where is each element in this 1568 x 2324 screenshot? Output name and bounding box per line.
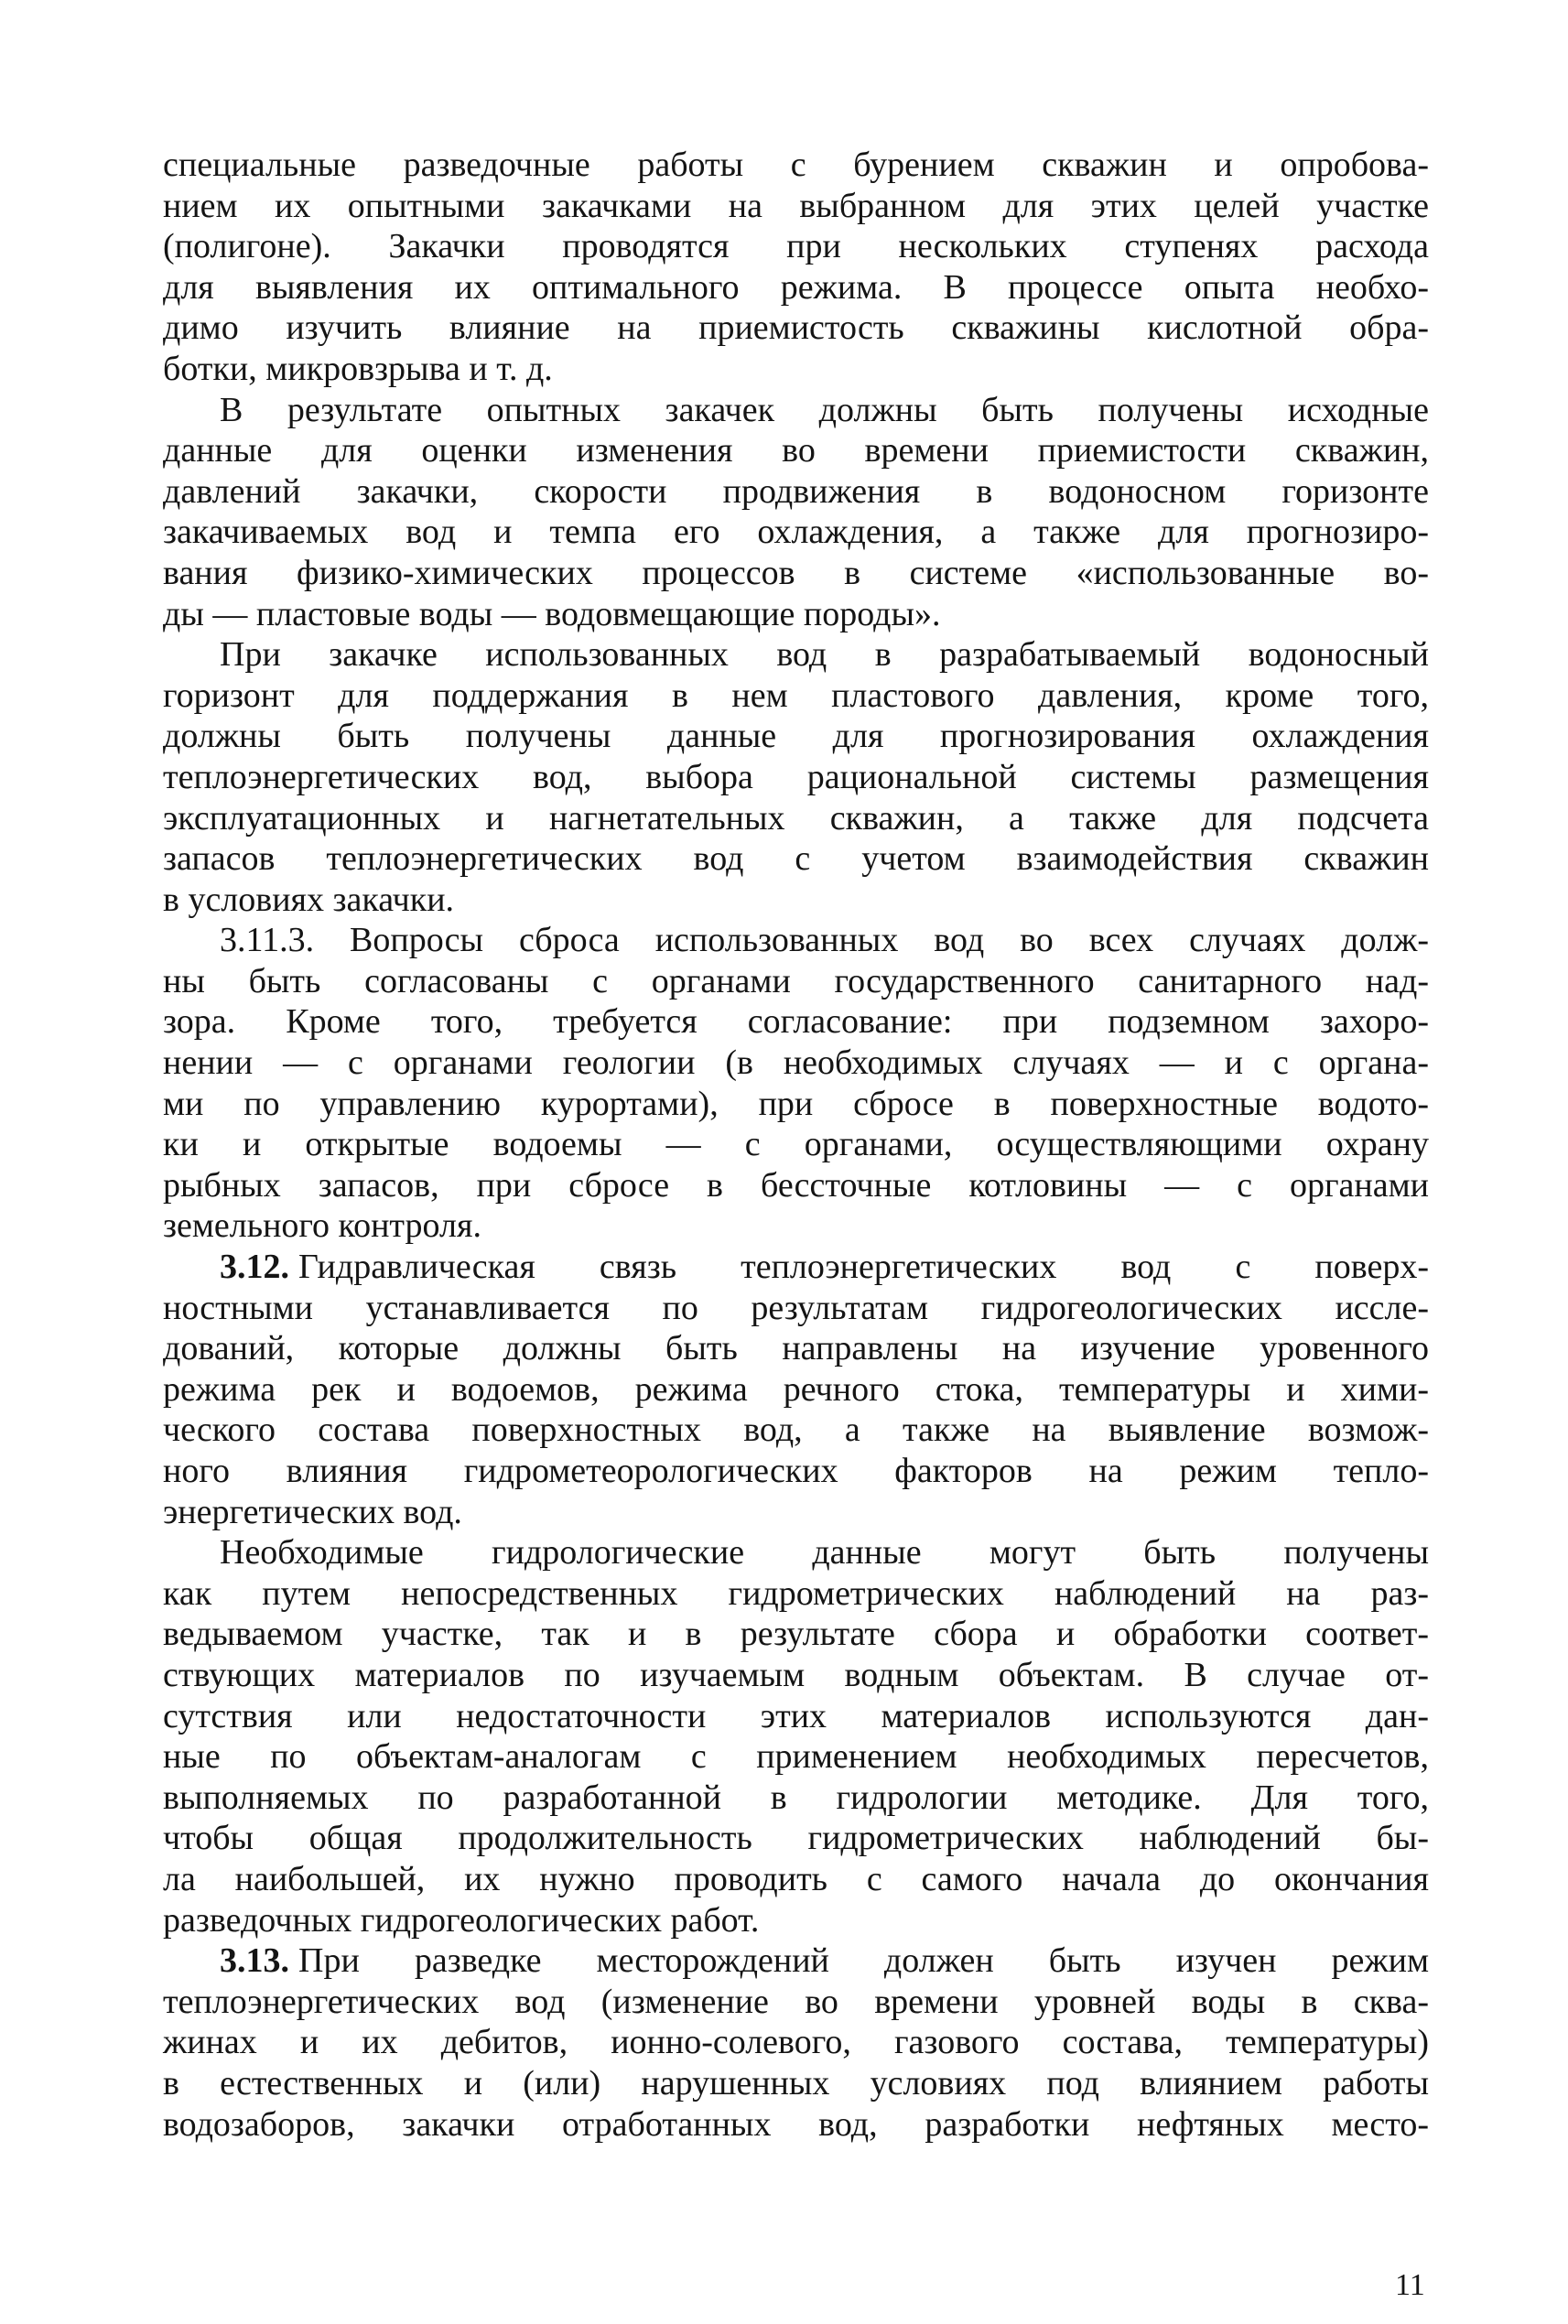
text-line: ного влияния гидрометеорологических факторов на режим тепло-: [163, 1452, 1429, 1490]
text-line: ды — пластовые воды — водовмещающие породы».: [163, 594, 941, 633]
text-line: вания физико-химических процессов в системе «использованные во-: [163, 553, 1429, 592]
text-line: запасов теплоэнергетических вод с учетом взаимодействия скважин: [163, 839, 1429, 879]
text-line: режима рек и водоемов, режима речного стока, температуры и хими-: [163, 1369, 1429, 1409]
text-line: ные по объектам-аналогам с применением необходимых пересчетов,: [163, 1737, 1429, 1777]
text-line: ностными устанавливается по результатам гидрогеологических иссле-: [163, 1288, 1429, 1327]
text-line: для выявления их оптимального режима. В процессе опыта необхо-: [163, 267, 1429, 307]
paragraph-section-3-12: [163, 1247, 1429, 1532]
text-line: должны быть получены данные для прогнозирования охлаждения: [163, 717, 1429, 756]
text-line-body: Гидравлическая связь теплоэнергетических вод с поверх-: [298, 1248, 1429, 1287]
paragraph-section-3-13: [163, 1940, 1429, 2145]
paragraph-1: [163, 145, 1429, 390]
paragraph-hydrology: [163, 1532, 1429, 1940]
text-line: горизонт для поддержания в нем пластового давления, кроме того,: [163, 676, 1429, 715]
text-line: дований, которые должны быть направлены на изучение уровенного: [163, 1329, 1429, 1368]
text-line: разведочных гидрогеологических работ.: [163, 1900, 760, 1940]
text-line: закачиваемых вод и темпа его охлаждения, а также для прогнозиро-: [163, 513, 1429, 552]
text-line: эксплуатационных и нагнетательных скважин, а также для подсчета: [163, 798, 1429, 838]
text-line: теплоэнергетических вод (изменение во времени уровней воды в сква-: [163, 1982, 1429, 2021]
paragraph-2: [163, 390, 1429, 635]
paragraph-section-3-11-3: [163, 920, 1429, 1247]
page-number: 11: [1395, 2268, 1425, 2302]
text-line: водозаборов, закачки отработанных вод, разработки нефтяных место-: [163, 2104, 1429, 2144]
text-line: теплоэнергетических вод, выбора рациональной системы размещения: [163, 757, 1429, 796]
text-line: зора. Кроме того, требуется согласование: при подземном захоро-: [163, 1002, 1429, 1042]
text-line: рыбных запасов, при сбросе в бессточные котловины — с органами: [163, 1165, 1429, 1205]
page-body: [163, 145, 1429, 2145]
text-line: данные для оценки изменения во времени приемистости скважин,: [163, 431, 1429, 470]
text-line: сутствия или недостаточности этих материалов используются дан-: [163, 1696, 1429, 1735]
text-line: ческого состава поверхностных вод, а также на выявление возмож-: [163, 1411, 1429, 1450]
text-line: как путем непосредственных гидрометрических наблюдений на раз-: [163, 1573, 1429, 1613]
text-line: специальные разведочные работы с бурением скважин и опробова-: [163, 146, 1429, 184]
text-line: При закачке использованных вод в разрабатываемый водоносный: [220, 635, 1429, 675]
text-line: жинах и их дебитов, ионно-солевого, газового состава, температуры): [163, 2023, 1429, 2062]
text-line: в условиях закачки.: [163, 880, 455, 919]
text-line: димо изучить влияние на приемистость скважины кислотной обра-: [163, 308, 1429, 348]
text-line: ведываемом участке, так и в результате сбора и обработки соответ-: [163, 1615, 1429, 1654]
text-line: давлений закачки, скорости продвижения в водоносном горизонте: [163, 471, 1429, 511]
text-line: земельного контроля.: [163, 1206, 481, 1246]
text-line: ботки, микровзрыва и т. д.: [163, 349, 553, 388]
text-line: 3.11.3. Вопросы сброса использованных вод во всех случаях долж-: [220, 921, 1429, 960]
text-line: нении — с органами геологии (в необходимых случаях — и с органа-: [163, 1043, 1429, 1083]
text-line: ны быть согласованы с органами государственного санитарного над-: [163, 961, 1429, 1000]
text-line: нием их опытными закачками на выбранном для этих целей участке: [163, 186, 1429, 225]
text-line: энергетических вод.: [163, 1492, 462, 1531]
text-line: ла наибольшей, их нужно проводить с самого начала до окончания: [163, 1859, 1429, 1898]
text-line: ствующих материалов по изучаемым водным объектам. В случае от-: [163, 1655, 1429, 1694]
section-number: 3.13.: [220, 1941, 289, 1981]
text-line: ми по управлению курортами), при сбросе в поверхностные водото-: [163, 1084, 1429, 1123]
text-line: в естественных и (или) нарушенных условиях под влиянием работы: [163, 2063, 1429, 2102]
text-line: (полигоне). Закачки проводятся при нескольких ступенях расхода: [163, 227, 1429, 266]
paragraph-3: [163, 634, 1429, 920]
text-line-body: При разведке месторождений должен быть изучен режим: [298, 1941, 1429, 1981]
text-line: ки и открытые водоемы — с органами, осуществляющими охрану: [163, 1125, 1429, 1164]
text-line: [163, 1940, 1429, 1982]
section-number: 3.12.: [220, 1248, 289, 1287]
text-line: В результате опытных закачек должны быть получены исходные: [220, 390, 1429, 429]
text-line: [163, 1247, 1429, 1288]
text-line: выполняемых по разработанной в гидрологии методике. Для того,: [163, 1778, 1429, 1817]
text-line: Необходимые гидрологические данные могут быть получены: [220, 1533, 1429, 1573]
text-line: чтобы общая продолжительность гидрометрических наблюдений бы-: [163, 1819, 1429, 1858]
